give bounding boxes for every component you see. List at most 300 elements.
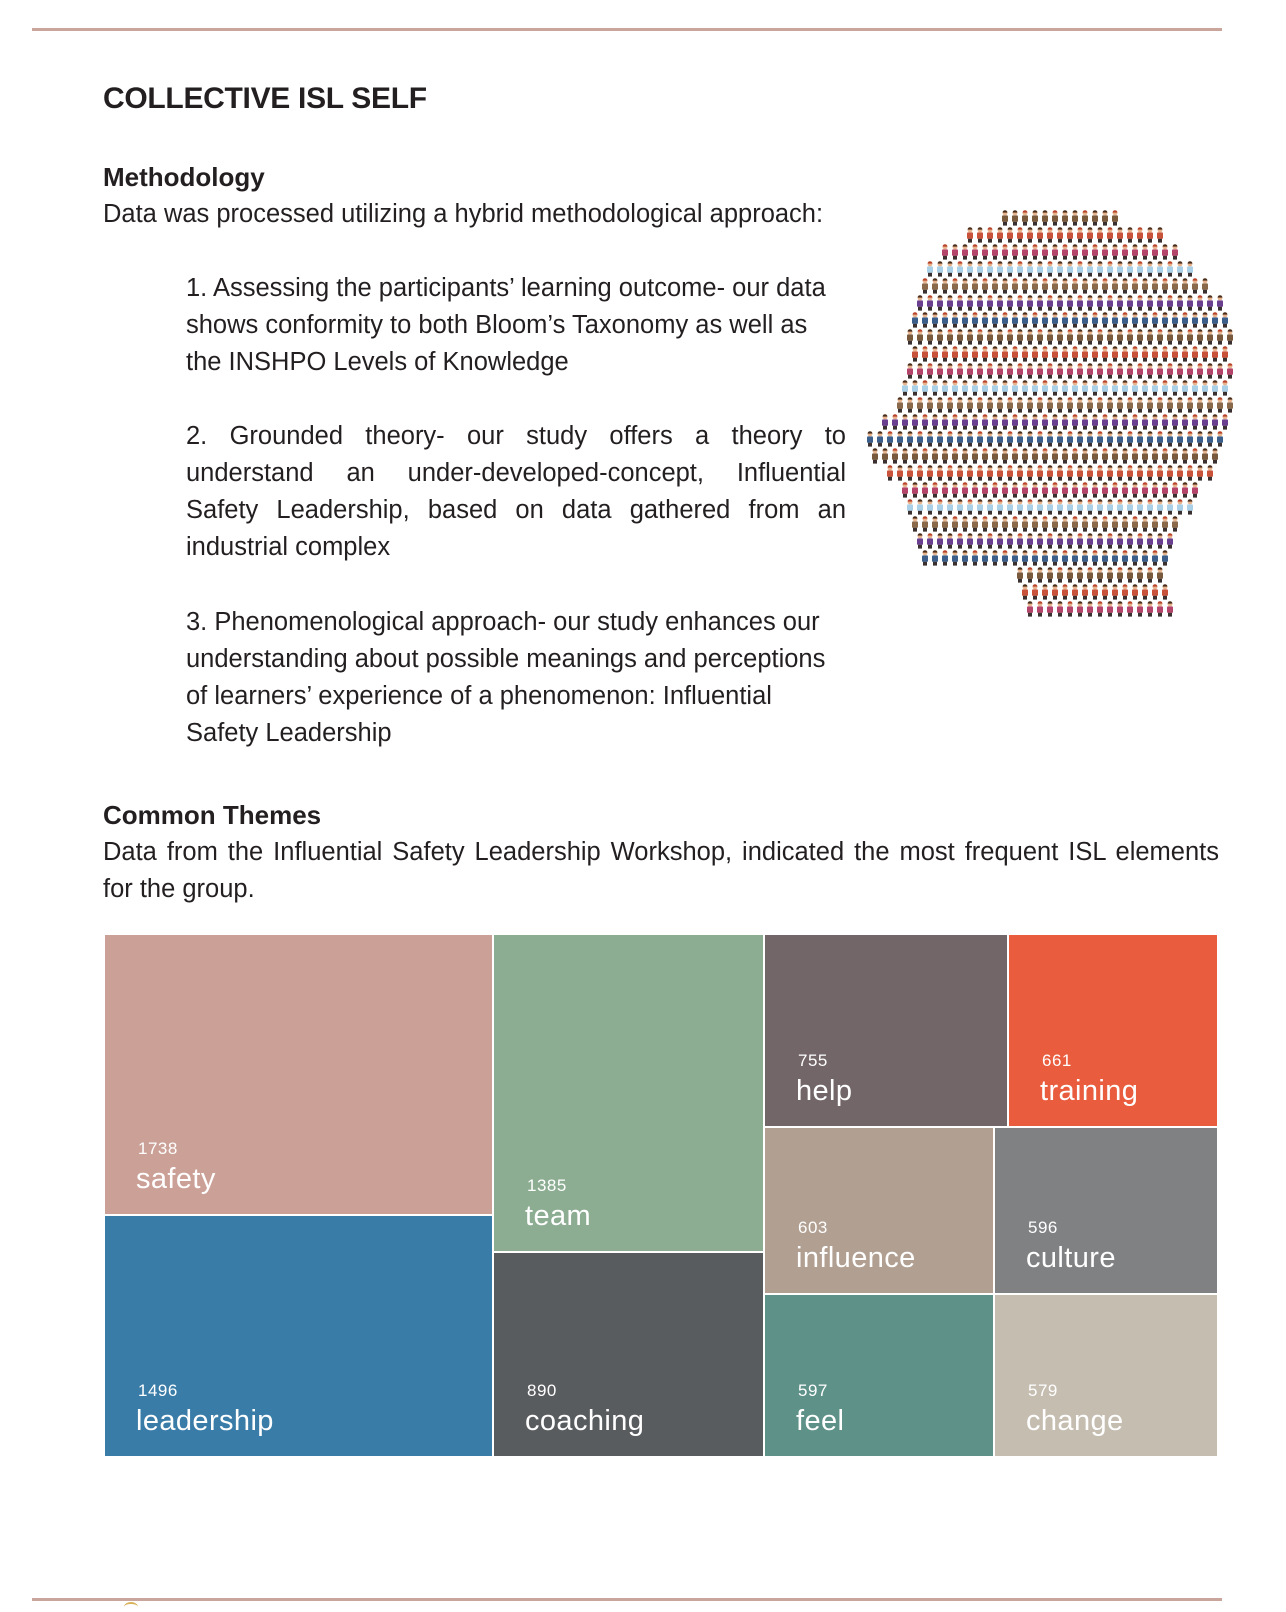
treemap-tile-coaching xyxy=(493,1252,764,1457)
person-figure-icon xyxy=(987,227,993,242)
person-figure-icon xyxy=(1197,465,1203,480)
person-figure-icon xyxy=(942,346,948,361)
person-figure-icon xyxy=(872,448,878,463)
person-figure-icon xyxy=(1187,261,1193,276)
person-figure-icon xyxy=(1072,414,1078,429)
person-figure-icon xyxy=(1152,346,1158,361)
person-figure-icon xyxy=(1067,227,1073,242)
person-figure-icon xyxy=(1137,329,1143,344)
person-figure-icon xyxy=(952,278,958,293)
person-figure-icon xyxy=(1152,550,1158,565)
treemap-value-leadership: 1496 xyxy=(138,1381,178,1400)
person-figure-icon xyxy=(1162,448,1168,463)
person-figure-icon xyxy=(1107,533,1113,548)
person-figure-icon xyxy=(1137,601,1143,616)
treemap-tile-influence xyxy=(764,1127,994,1294)
person-figure-icon xyxy=(947,261,953,276)
person-figure-icon xyxy=(907,465,913,480)
person-figure-icon xyxy=(1087,227,1093,242)
person-figure-icon xyxy=(1087,465,1093,480)
person-figure-icon xyxy=(1062,516,1068,531)
person-figure-icon xyxy=(952,516,958,531)
person-figure-icon xyxy=(1087,329,1093,344)
person-figure-icon xyxy=(1097,601,1103,616)
person-figure-icon xyxy=(1062,380,1068,395)
person-figure-icon xyxy=(1032,380,1038,395)
person-figure-icon xyxy=(977,295,983,310)
person-figure-icon xyxy=(1127,533,1133,548)
person-figure-icon xyxy=(957,499,963,514)
treemap-tile-change xyxy=(994,1294,1218,1457)
person-figure-icon xyxy=(1142,380,1148,395)
person-figure-icon xyxy=(967,431,973,446)
themes-treemap xyxy=(104,934,1218,1457)
treemap-value-culture: 596 xyxy=(1028,1218,1058,1237)
person-figure-icon xyxy=(1052,346,1058,361)
person-figure-icon xyxy=(992,278,998,293)
person-figure-icon xyxy=(897,431,903,446)
person-figure-icon xyxy=(1117,295,1123,310)
person-figure-icon xyxy=(1032,448,1038,463)
person-figure-icon xyxy=(987,431,993,446)
person-figure-icon xyxy=(1047,227,1053,242)
person-figure-icon xyxy=(1087,567,1093,582)
person-figure-icon xyxy=(1077,261,1083,276)
person-figure-icon xyxy=(1212,346,1218,361)
person-figure-icon xyxy=(1117,397,1123,412)
person-figure-icon xyxy=(1022,346,1028,361)
person-figure-icon xyxy=(1162,584,1168,599)
person-figure-icon xyxy=(1027,227,1033,242)
person-figure-icon xyxy=(967,533,973,548)
person-figure-icon xyxy=(1102,244,1108,259)
person-figure-icon xyxy=(1067,329,1073,344)
person-figure-icon xyxy=(972,414,978,429)
person-figure-icon xyxy=(1132,312,1138,327)
person-figure-icon xyxy=(1072,312,1078,327)
person-figure-icon xyxy=(927,295,933,310)
person-figure-icon xyxy=(937,329,943,344)
person-figure-icon xyxy=(1057,295,1063,310)
person-figure-icon xyxy=(1107,431,1113,446)
person-figure-icon xyxy=(962,244,968,259)
person-figure-icon xyxy=(962,448,968,463)
person-figure-icon xyxy=(1042,312,1048,327)
footer-logo-icon xyxy=(124,1602,138,1612)
person-figure-icon xyxy=(1132,244,1138,259)
person-figure-icon xyxy=(967,295,973,310)
person-figure-icon xyxy=(962,346,968,361)
person-figure-icon xyxy=(1182,414,1188,429)
person-figure-icon xyxy=(1002,346,1008,361)
person-figure-icon xyxy=(1017,397,1023,412)
person-figure-icon xyxy=(1027,601,1033,616)
person-figure-icon xyxy=(1062,584,1068,599)
person-figure-icon xyxy=(922,312,928,327)
person-figure-icon xyxy=(997,533,1003,548)
person-figure-icon xyxy=(932,278,938,293)
person-figure-icon xyxy=(942,380,948,395)
person-figure-icon xyxy=(1112,312,1118,327)
person-figure-icon xyxy=(1157,329,1163,344)
person-figure-icon xyxy=(1177,261,1183,276)
person-figure-icon xyxy=(1087,601,1093,616)
person-figure-icon xyxy=(897,465,903,480)
person-figure-icon xyxy=(907,329,913,344)
person-figure-icon xyxy=(957,363,963,378)
person-figure-icon xyxy=(1097,227,1103,242)
person-figure-icon xyxy=(1137,363,1143,378)
person-figure-icon xyxy=(1207,329,1213,344)
person-figure-icon xyxy=(917,329,923,344)
person-figure-icon xyxy=(1172,448,1178,463)
person-figure-icon xyxy=(982,244,988,259)
person-figure-icon xyxy=(1082,380,1088,395)
person-figure-icon xyxy=(1042,448,1048,463)
person-figure-icon xyxy=(1127,431,1133,446)
person-figure-icon xyxy=(1132,482,1138,497)
person-figure-icon xyxy=(1227,329,1233,344)
person-figure-icon xyxy=(1132,380,1138,395)
person-figure-icon xyxy=(972,312,978,327)
person-figure-icon xyxy=(1132,584,1138,599)
person-figure-icon xyxy=(992,482,998,497)
person-figure-icon xyxy=(902,380,908,395)
person-figure-icon xyxy=(987,329,993,344)
person-figure-icon xyxy=(962,414,968,429)
person-figure-icon xyxy=(1057,567,1063,582)
person-figure-icon xyxy=(942,448,948,463)
person-figure-icon xyxy=(947,363,953,378)
person-figure-icon xyxy=(912,482,918,497)
person-figure-icon xyxy=(1107,295,1113,310)
person-figure-icon xyxy=(1007,329,1013,344)
person-figure-icon xyxy=(1157,601,1163,616)
person-figure-icon xyxy=(947,295,953,310)
person-figure-icon xyxy=(937,397,943,412)
person-figure-icon xyxy=(1142,244,1148,259)
person-figure-icon xyxy=(892,448,898,463)
person-figure-icon xyxy=(1177,363,1183,378)
person-figure-icon xyxy=(1082,244,1088,259)
person-figure-icon xyxy=(1177,431,1183,446)
person-figure-icon xyxy=(1177,499,1183,514)
person-figure-icon xyxy=(1142,414,1148,429)
person-figure-icon xyxy=(1012,346,1018,361)
person-figure-icon xyxy=(1077,533,1083,548)
person-figure-icon xyxy=(947,533,953,548)
person-figure-icon xyxy=(1072,346,1078,361)
person-figure-icon xyxy=(1037,533,1043,548)
treemap-label-leadership: leadership xyxy=(136,1405,274,1437)
person-figure-icon xyxy=(982,516,988,531)
treemap-label-training: training xyxy=(1040,1075,1139,1107)
treemap-label-coaching: coaching xyxy=(525,1405,645,1437)
common-themes-heading: Common Themes xyxy=(103,800,322,830)
person-figure-icon xyxy=(962,516,968,531)
person-figure-icon xyxy=(1177,465,1183,480)
person-figure-icon xyxy=(997,431,1003,446)
person-figure-icon xyxy=(1192,380,1198,395)
person-figure-icon xyxy=(1007,261,1013,276)
person-figure-icon xyxy=(1087,261,1093,276)
person-figure-icon xyxy=(1172,312,1178,327)
person-figure-icon xyxy=(1062,244,1068,259)
person-figure-icon xyxy=(1007,227,1013,242)
person-figure-icon xyxy=(987,261,993,276)
person-figure-icon xyxy=(972,516,978,531)
person-figure-icon xyxy=(1027,261,1033,276)
person-figure-icon xyxy=(1037,397,1043,412)
person-figure-icon xyxy=(1067,533,1073,548)
person-figure-icon xyxy=(1152,278,1158,293)
person-figure-icon xyxy=(902,482,908,497)
person-figure-icon xyxy=(1167,397,1173,412)
person-figure-icon xyxy=(1047,261,1053,276)
person-figure-icon xyxy=(927,261,933,276)
person-figure-icon xyxy=(982,380,988,395)
person-figure-icon xyxy=(1052,448,1058,463)
person-figure-icon xyxy=(1202,380,1208,395)
person-figure-icon xyxy=(1027,465,1033,480)
person-figure-icon xyxy=(1067,431,1073,446)
person-figure-icon xyxy=(1017,363,1023,378)
person-figure-icon xyxy=(1042,346,1048,361)
person-figure-icon xyxy=(992,448,998,463)
person-figure-icon xyxy=(1107,329,1113,344)
person-figure-icon xyxy=(1057,601,1063,616)
person-figure-icon xyxy=(1222,380,1228,395)
person-figure-icon xyxy=(867,431,873,446)
person-figure-icon xyxy=(937,533,943,548)
person-figure-icon xyxy=(932,380,938,395)
person-figure-icon xyxy=(1177,397,1183,412)
person-figure-icon xyxy=(1002,482,1008,497)
person-figure-icon xyxy=(1172,516,1178,531)
treemap-tile-team xyxy=(493,934,764,1252)
person-figure-icon xyxy=(1127,227,1133,242)
person-figure-icon xyxy=(1097,499,1103,514)
person-figure-icon xyxy=(992,550,998,565)
person-figure-icon xyxy=(1087,295,1093,310)
person-figure-icon xyxy=(1027,363,1033,378)
person-figure-icon xyxy=(927,329,933,344)
person-figure-icon xyxy=(942,516,948,531)
person-figure-icon xyxy=(1187,431,1193,446)
person-figure-icon xyxy=(982,550,988,565)
person-figure-icon xyxy=(1147,261,1153,276)
person-figure-icon xyxy=(917,295,923,310)
person-figure-icon xyxy=(1062,278,1068,293)
person-figure-icon xyxy=(962,550,968,565)
treemap-tile-leadership xyxy=(104,1215,493,1457)
person-figure-icon xyxy=(1152,584,1158,599)
person-figure-icon xyxy=(1072,278,1078,293)
person-figure-icon xyxy=(1217,329,1223,344)
person-figure-icon xyxy=(1162,278,1168,293)
person-figure-icon xyxy=(1037,363,1043,378)
person-figure-icon xyxy=(992,244,998,259)
person-figure-icon xyxy=(987,397,993,412)
person-figure-icon xyxy=(1042,584,1048,599)
person-figure-icon xyxy=(922,550,928,565)
person-figure-icon xyxy=(1022,414,1028,429)
person-figure-icon xyxy=(1087,499,1093,514)
person-figure-icon xyxy=(1217,363,1223,378)
person-figure-icon xyxy=(1092,414,1098,429)
person-figure-icon xyxy=(1092,278,1098,293)
person-figure-icon xyxy=(1087,397,1093,412)
person-figure-icon xyxy=(967,227,973,242)
person-figure-icon xyxy=(1022,278,1028,293)
person-figure-icon xyxy=(1072,584,1078,599)
person-figure-icon xyxy=(1167,329,1173,344)
person-figure-icon xyxy=(1202,312,1208,327)
person-figure-icon xyxy=(1227,363,1233,378)
person-figure-icon xyxy=(1167,465,1173,480)
person-figure-icon xyxy=(1092,584,1098,599)
treemap-value-change: 579 xyxy=(1028,1381,1058,1400)
person-figure-icon xyxy=(1082,278,1088,293)
person-figure-icon xyxy=(912,448,918,463)
person-figure-icon xyxy=(917,465,923,480)
person-figure-icon xyxy=(1162,312,1168,327)
person-figure-icon xyxy=(1042,414,1048,429)
treemap-value-feel: 597 xyxy=(798,1381,828,1400)
person-figure-icon xyxy=(1047,533,1053,548)
treemap-label-team: team xyxy=(525,1200,592,1232)
person-figure-icon xyxy=(927,533,933,548)
person-figure-icon xyxy=(1077,567,1083,582)
person-figure-icon xyxy=(1107,261,1113,276)
person-figure-icon xyxy=(937,465,943,480)
person-figure-icon xyxy=(942,244,948,259)
person-figure-icon xyxy=(977,431,983,446)
person-figure-icon xyxy=(1132,550,1138,565)
person-figure-icon xyxy=(1182,482,1188,497)
person-figure-icon xyxy=(932,516,938,531)
person-figure-icon xyxy=(1002,312,1008,327)
person-figure-icon xyxy=(1007,397,1013,412)
treemap-tile-safety xyxy=(104,934,493,1215)
person-figure-icon xyxy=(1037,431,1043,446)
methodology-item-3: 3. Phenomenological approach- our study enhances our understanding about possible meanings and perceptions of learners’ experience of a phenomenon: Influential Safety Leadership xyxy=(186,608,826,747)
person-figure-icon xyxy=(1072,550,1078,565)
person-figure-icon xyxy=(1102,516,1108,531)
person-figure-icon xyxy=(1042,380,1048,395)
person-figure-icon xyxy=(1062,312,1068,327)
person-figure-icon xyxy=(1057,329,1063,344)
person-figure-icon xyxy=(1072,244,1078,259)
person-figure-icon xyxy=(1187,363,1193,378)
person-figure-icon xyxy=(977,397,983,412)
person-figure-icon xyxy=(952,550,958,565)
person-figure-icon xyxy=(1152,312,1158,327)
person-figure-icon xyxy=(1102,482,1108,497)
person-figure-icon xyxy=(1027,533,1033,548)
person-figure-icon xyxy=(1082,550,1088,565)
person-figure-icon xyxy=(977,227,983,242)
person-figure-icon xyxy=(1192,346,1198,361)
person-figure-icon xyxy=(952,380,958,395)
person-figure-icon xyxy=(1047,329,1053,344)
person-figure-icon xyxy=(1087,363,1093,378)
person-figure-icon xyxy=(882,448,888,463)
person-figure-icon xyxy=(987,499,993,514)
person-figure-icon xyxy=(1122,516,1128,531)
person-figure-icon xyxy=(982,312,988,327)
person-figure-icon xyxy=(1157,261,1163,276)
person-figure-icon xyxy=(997,499,1003,514)
person-figure-icon xyxy=(1082,448,1088,463)
person-figure-icon xyxy=(1122,448,1128,463)
treemap-tile-culture xyxy=(994,1127,1218,1294)
person-figure-icon xyxy=(1097,295,1103,310)
person-figure-icon xyxy=(1102,550,1108,565)
person-figure-icon xyxy=(1147,227,1153,242)
person-figure-icon xyxy=(1027,295,1033,310)
person-figure-icon xyxy=(1157,431,1163,446)
person-figure-icon xyxy=(1017,567,1023,582)
person-figure-icon xyxy=(1012,516,1018,531)
person-figure-icon xyxy=(927,465,933,480)
bottom-rule xyxy=(32,1598,1222,1601)
treemap-label-culture: culture xyxy=(1026,1242,1116,1274)
person-figure-icon xyxy=(1087,533,1093,548)
person-figure-icon xyxy=(1002,210,1008,225)
person-figure-icon xyxy=(1112,584,1118,599)
person-figure-icon xyxy=(1092,550,1098,565)
person-figure-icon xyxy=(1057,465,1063,480)
person-figure-icon xyxy=(1147,499,1153,514)
person-figure-icon xyxy=(1212,312,1218,327)
person-figure-icon xyxy=(1132,448,1138,463)
person-figure-icon xyxy=(1137,533,1143,548)
person-figure-icon xyxy=(1167,431,1173,446)
person-figure-icon xyxy=(967,465,973,480)
treemap-value-influence: 603 xyxy=(798,1218,828,1237)
person-figure-icon xyxy=(1022,380,1028,395)
person-figure-icon xyxy=(932,414,938,429)
person-figure-icon xyxy=(1077,363,1083,378)
person-figure-icon xyxy=(977,363,983,378)
person-figure-icon xyxy=(1197,295,1203,310)
person-figure-icon xyxy=(1007,363,1013,378)
person-figure-icon xyxy=(1092,380,1098,395)
person-figure-icon xyxy=(1182,312,1188,327)
person-figure-icon xyxy=(1072,516,1078,531)
person-figure-icon xyxy=(1202,414,1208,429)
person-figure-icon xyxy=(1162,414,1168,429)
common-themes-description: Data from the Influential Safety Leadership Workshop, indicated the most frequent ISL elements for the group. xyxy=(103,838,1219,903)
person-figure-icon xyxy=(1052,584,1058,599)
person-figure-icon xyxy=(1022,550,1028,565)
person-figure-icon xyxy=(1122,550,1128,565)
person-figure-icon xyxy=(1077,499,1083,514)
person-figure-icon xyxy=(982,278,988,293)
person-figure-icon xyxy=(1142,482,1148,497)
person-figure-icon xyxy=(912,516,918,531)
person-figure-icon xyxy=(992,380,998,395)
person-figure-icon xyxy=(1042,482,1048,497)
treemap-label-safety: safety xyxy=(136,1163,216,1195)
person-figure-icon xyxy=(1182,380,1188,395)
person-figure-icon xyxy=(1052,312,1058,327)
person-figure-icon xyxy=(897,397,903,412)
person-figure-icon xyxy=(1142,448,1148,463)
person-figure-icon xyxy=(1112,448,1118,463)
person-figure-icon xyxy=(1102,312,1108,327)
